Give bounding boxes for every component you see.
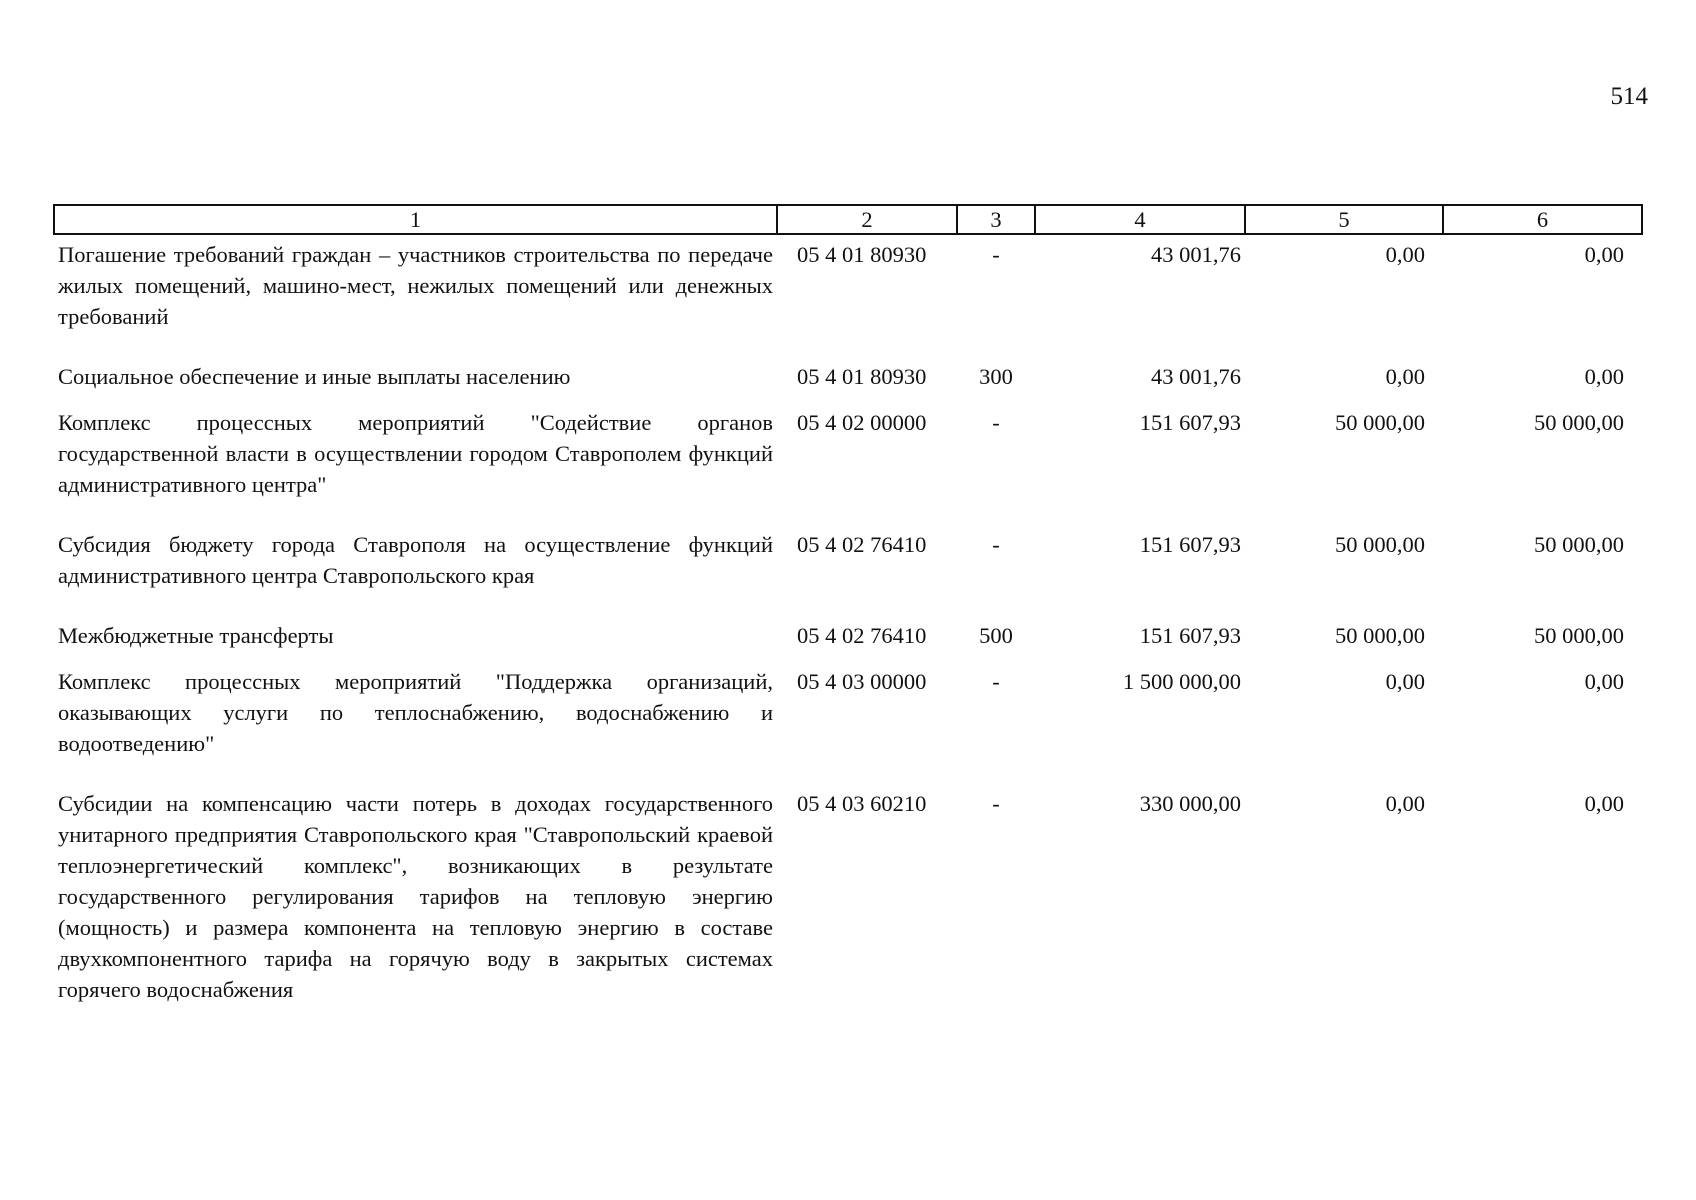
- header-col-5: 5: [1245, 205, 1443, 234]
- row-sum-col5: 0,00: [1385, 364, 1425, 389]
- row-sum-col5: 50 000,00: [1335, 623, 1425, 648]
- row-expense-type: -: [992, 410, 1000, 435]
- row-description: Комплекс процессных мероприятий "Содействие органов государственной власти в осуществлении городом Ставрополем функций административного центра": [58, 410, 773, 497]
- table-row: [54, 332, 1642, 392]
- row-sum-col4: 151 607,93: [1139, 410, 1241, 435]
- row-target-code: 05 4 02 76410: [797, 532, 927, 557]
- table-row: [54, 591, 1642, 651]
- row-sum-col6: 50 000,00: [1534, 532, 1624, 557]
- row-sum-col6: 0,00: [1584, 242, 1624, 267]
- row-sum-col4: 43 001,76: [1151, 242, 1241, 267]
- table-row: [54, 392, 1642, 500]
- row-description: Межбюджетные трансферты: [58, 623, 334, 648]
- row-target-code: 05 4 01 80930: [797, 242, 927, 267]
- row-sum-col4: 330 000,00: [1139, 791, 1241, 816]
- row-target-code: 05 4 03 00000: [797, 669, 927, 694]
- row-sum-col6: 0,00: [1584, 791, 1624, 816]
- row-expense-type: -: [992, 242, 1000, 267]
- row-sum-col5: 0,00: [1385, 791, 1425, 816]
- header-col-4: 4: [1035, 205, 1245, 234]
- header-col-1: 1: [54, 205, 777, 234]
- table-header: [54, 205, 1642, 234]
- row-sum-col5: 0,00: [1385, 242, 1425, 267]
- row-expense-type: 300: [979, 364, 1013, 389]
- row-description: Погашение требований граждан – участников строительства по передаче жилых помещений, машино-мест, нежилых помещений или денежных требований: [58, 242, 773, 329]
- table-row: [54, 759, 1642, 1005]
- row-description: Субсидия бюджету города Ставрополя на осуществление функций административного центра Ставропольского края: [58, 532, 773, 588]
- row-sum-col6: 0,00: [1584, 364, 1624, 389]
- row-sum-col6: 0,00: [1584, 669, 1624, 694]
- row-sum-col4: 43 001,76: [1151, 364, 1241, 389]
- row-sum-col5: 0,00: [1385, 669, 1425, 694]
- row-sum-col4: 151 607,93: [1139, 532, 1241, 557]
- row-target-code: 05 4 01 80930: [797, 364, 927, 389]
- row-expense-type: -: [992, 669, 1000, 694]
- row-description: Комплекс процессных мероприятий "Поддержка организаций, оказывающих услуги по теплоснабжению, водоснабжению и водоотведению": [58, 669, 773, 756]
- budget-table: [53, 204, 1643, 1005]
- row-target-code: 05 4 02 00000: [797, 410, 927, 435]
- row-description: Социальное обеспечение и иные выплаты населению: [58, 364, 571, 389]
- row-expense-type: -: [992, 791, 1000, 816]
- row-sum-col5: 50 000,00: [1335, 532, 1425, 557]
- table-row: [54, 500, 1642, 591]
- row-sum-col5: 50 000,00: [1335, 410, 1425, 435]
- table-row: [54, 651, 1642, 759]
- page-number: 514: [1610, 83, 1648, 110]
- row-expense-type: 500: [979, 623, 1013, 648]
- header-col-2: 2: [777, 205, 957, 234]
- row-sum-col6: 50 000,00: [1534, 623, 1624, 648]
- row-description: Субсидии на компенсацию части потерь в доходах государственного унитарного предприятия Ставропольского края "Ставропольский краевой теплоэнергетический комплекс", возникающих в результате государственного регулирования тарифов на тепловую энергию (мощность) и размера компонента на тепловую энергию в составе двухкомпонентного тарифа на горячую воду в закрытых системах горячего водоснабжения: [58, 791, 773, 1002]
- row-target-code: 05 4 03 60210: [797, 791, 927, 816]
- row-target-code: 05 4 02 76410: [797, 623, 927, 648]
- row-sum-col4: 151 607,93: [1139, 623, 1241, 648]
- table-row: [54, 234, 1642, 332]
- row-sum-col6: 50 000,00: [1534, 410, 1624, 435]
- header-col-3: 3: [957, 205, 1035, 234]
- row-sum-col4: 1 500 000,00: [1122, 669, 1241, 694]
- row-expense-type: -: [992, 532, 1000, 557]
- header-col-6: 6: [1443, 205, 1642, 234]
